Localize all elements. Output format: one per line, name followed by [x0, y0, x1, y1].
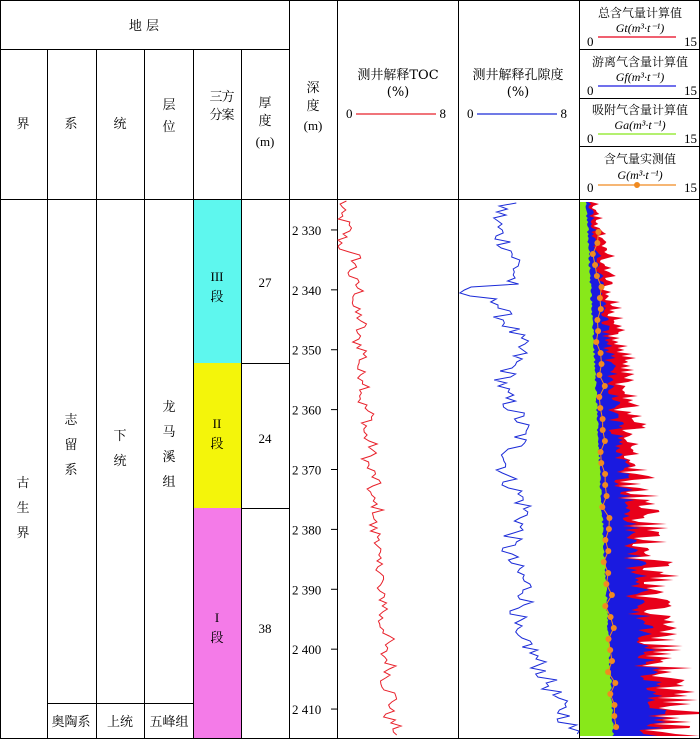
measured-gas-point [598, 306, 604, 312]
measured-gas-point [598, 449, 604, 455]
segment-ii-fill [193, 363, 241, 508]
gas-adsorbed-symbol: Ga(m³·t⁻¹) [614, 118, 666, 132]
measured-gas-point [601, 559, 607, 565]
tong-char: 下 [113, 429, 127, 444]
col-jie-label: 界 [16, 117, 30, 132]
gas-adsorbed-title: 吸附气含量计算值 [591, 103, 689, 117]
xi-char: 志 [64, 413, 78, 428]
measured-gas-point [595, 229, 601, 235]
measured-gas-point [613, 724, 619, 730]
gas-measured-max: 15 [684, 180, 697, 195]
sanfen-char: 方 [221, 90, 235, 105]
jie-char: 古 [16, 476, 30, 491]
gas-measured-legend-dot [634, 182, 640, 188]
measured-gas-point [599, 284, 605, 290]
measured-gas-point [602, 603, 608, 609]
depth-tick-label: 2 380 [292, 522, 322, 538]
measured-gas-point [597, 295, 603, 301]
cengwei-upper-char: 龙 [162, 400, 176, 415]
measured-gas-point [594, 273, 600, 279]
houdu-char: 厚 [258, 96, 272, 111]
measured-gas-point [612, 680, 618, 686]
col-xi-label: 系 [64, 117, 78, 132]
measured-gas-point [595, 328, 601, 334]
gas-measured-min: 0 [587, 180, 594, 195]
sanfen-char: 案 [221, 108, 235, 123]
cengwei-char: 层 [162, 98, 176, 113]
measured-gas-point [594, 240, 600, 246]
depth-tick-label: 2 390 [292, 582, 322, 598]
sanfen-char: 分 [209, 108, 223, 123]
houdu-char: 度 [258, 114, 272, 129]
segment-label-roman: I [214, 610, 220, 625]
strata-xi-lower: 奥陶系 [51, 715, 91, 730]
porosity-max: 8 [560, 106, 567, 121]
measured-gas-point [604, 493, 610, 499]
strata-jie [16, 475, 29, 541]
measured-gas-point [605, 570, 611, 576]
gas-measured-title: 含气量实测值 [603, 152, 677, 166]
gas-total-max: 15 [684, 34, 697, 49]
gas-adsorbed-max: 15 [684, 131, 697, 146]
measured-gas-point [598, 350, 604, 356]
gas-measured-symbol: G(m³·t⁻¹) [617, 168, 663, 182]
measured-gas-point [600, 416, 606, 422]
porosity-min: 0 [467, 106, 474, 121]
segment-label-duan: 段 [210, 631, 224, 646]
measured-gas-point [602, 438, 608, 444]
measured-gas-point [611, 713, 617, 719]
gas-content-plot [580, 202, 700, 736]
xi-char: 系 [64, 463, 78, 478]
col-cengwei-label [162, 98, 175, 135]
measured-gas-point [597, 405, 603, 411]
gas-free-title: 游离气含量计算值 [591, 55, 689, 69]
depth-tick-label: 2 370 [292, 462, 322, 478]
cengwei-upper-char: 组 [162, 475, 176, 490]
measured-gas-point [606, 526, 612, 532]
measured-gas-point [608, 614, 614, 620]
xi-char: 留 [64, 438, 78, 453]
measured-gas-point [596, 372, 602, 378]
gas-total-min: 0 [587, 34, 594, 49]
segment-thickness: 27 [258, 275, 272, 290]
strata-cengwei-upper [162, 399, 175, 490]
tong-char: 统 [113, 454, 127, 469]
measured-gas-point [592, 262, 598, 268]
cengwei-upper-char: 马 [162, 425, 176, 440]
col-tong-label: 统 [113, 117, 127, 132]
measured-gas-point [606, 515, 612, 521]
depth-tick-label: 2 350 [292, 342, 322, 358]
measured-gas-point [600, 427, 606, 433]
measured-gas-point [598, 460, 604, 466]
cengwei-char: 位 [162, 120, 176, 135]
gas-free-max: 15 [684, 83, 697, 98]
gas-free-symbol: Gf(m³·t⁻¹) [615, 70, 665, 84]
measured-gas-point [602, 482, 608, 488]
toc-unit: (%) [386, 85, 410, 100]
jie-char: 生 [16, 501, 30, 516]
porosity-title: 测井解释孔隙度 [472, 68, 564, 83]
jie-char: 界 [16, 526, 30, 541]
depth-tick-label: 2 360 [292, 402, 322, 418]
measured-gas-point [590, 251, 596, 257]
col-houdu-label [256, 96, 275, 149]
gas-total-symbol: Gt(m³·t⁻¹) [615, 21, 665, 35]
strata-tong-lower: 上统 [106, 715, 134, 730]
toc-curve [338, 201, 401, 735]
depth-char: 深 [306, 81, 320, 96]
measured-gas-point [609, 658, 615, 664]
cengwei-upper-char: 溪 [162, 450, 176, 465]
measured-gas-point [599, 504, 605, 510]
measured-gas-point [602, 383, 608, 389]
segment-label-roman: III [210, 269, 224, 284]
measured-gas-point [599, 361, 605, 367]
toc-title: 测井解释TOC [357, 68, 439, 83]
measured-gas-point [602, 537, 608, 543]
measured-gas-point [603, 581, 609, 587]
strata-xi-upper [64, 412, 78, 478]
depth-axis [292, 223, 337, 717]
segment-thickness: 24 [258, 431, 272, 446]
strata-title: 地 层 [128, 19, 160, 34]
col-sanfen-label [209, 90, 234, 123]
gas-adsorbed-min: 0 [587, 131, 594, 146]
sanfen-char: 三 [209, 90, 223, 105]
measured-gas-point [596, 394, 602, 400]
strata-cengwei-lower: 五峰组 [149, 715, 189, 730]
measured-gas-point [611, 625, 617, 631]
strata-tong-upper [113, 429, 126, 469]
toc-min: 0 [346, 106, 353, 121]
measured-gas-point [605, 669, 611, 675]
measured-gas-point [594, 317, 600, 323]
measured-gas-point [602, 471, 608, 477]
gas-total-title: 总含气量计算值 [597, 6, 683, 20]
houdu-unit: (m) [255, 134, 275, 149]
gas-free-min: 0 [587, 83, 594, 98]
measured-gas-point [612, 702, 618, 708]
measured-gas-point [609, 592, 615, 598]
segment-thickness: 38 [258, 621, 272, 636]
depth-tick-label: 2 330 [292, 222, 322, 238]
col-depth-label [304, 81, 323, 133]
segment-label-duan: 段 [210, 437, 224, 452]
segment-label-roman: II [212, 416, 222, 431]
depth-tick-label: 2 400 [292, 642, 322, 658]
toc-max: 8 [439, 106, 446, 121]
depth-tick-label: 2 340 [292, 282, 322, 298]
measured-gas-point [605, 548, 611, 554]
depth-tick-label: 2 410 [292, 702, 322, 718]
porosity-curve [460, 203, 579, 734]
measured-gas-point [607, 691, 613, 697]
depth-char: 度 [306, 99, 320, 114]
measured-gas-point [607, 647, 613, 653]
porosity-unit: (%) [506, 85, 530, 100]
measured-gas-point [593, 339, 599, 345]
segment-label-duan: 段 [210, 290, 224, 305]
depth-unit: (m) [303, 118, 323, 133]
measured-gas-point [606, 636, 612, 642]
